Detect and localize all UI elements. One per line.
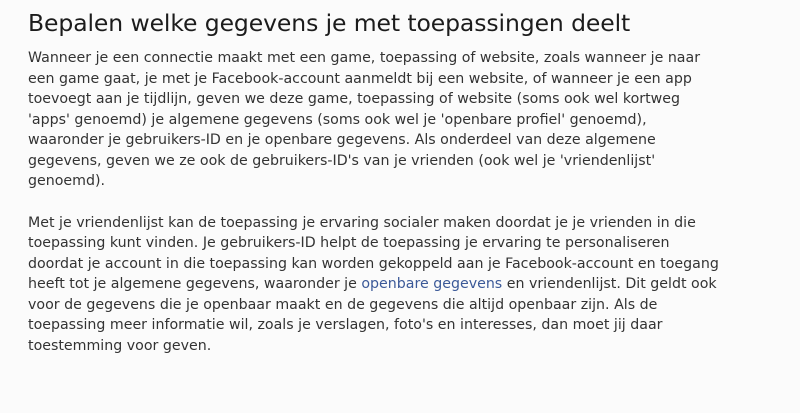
paragraph-line: voor de gegevens die je openbaar maakt en de gegevens die altijd openbaar zijn. Als de xyxy=(28,296,658,313)
paragraph-line: 'apps' genoemd) je algemene gegevens (soms ook wel je 'openbare profiel' genoemd), xyxy=(28,111,647,128)
document-page xyxy=(28,8,788,356)
line-text-after-link: en vriendenlijst. Dit geldt ook xyxy=(502,276,717,292)
paragraph-line: gegevens, geven we ze ook de gebruikers-ID's van je vrienden (ook wel je 'vriendenlijst' xyxy=(28,152,656,169)
paragraph-line: Wanneer je een connectie maakt met een game, toepassing of website, zoals wanneer je naar xyxy=(28,50,701,66)
paragraph-line-with-link xyxy=(28,274,788,295)
line-text-before-link: heeft tot je algemene gegevens, waaronder je xyxy=(28,276,362,292)
public-data-link[interactable]: openbare gegevens xyxy=(361,276,503,292)
paragraph-line: een game gaat, je met je Facebook-account aanmeldt bij een website, of wanneer je een app xyxy=(28,70,692,87)
paragraph-line: Met je vriendenlijst kan de toepassing je ervaring socialer maken doordat je je vrienden in die xyxy=(28,214,696,231)
page-title: Bepalen welke gegevens je met toepassingen deelt xyxy=(28,9,631,37)
paragraph-line: genoemd). xyxy=(28,173,106,189)
paragraph-line: toevoegt aan je tijdlijn, geven we deze game, toepassing of website (soms ook wel kortweg xyxy=(28,91,680,107)
paragraph-line: toepassing meer informatie wil, zoals je verslagen, foto's en interesses, dan moet jij daar xyxy=(28,317,663,333)
paragraph-line: waaronder je gebruikers-ID en je openbare gegevens. Als onderdeel van deze algemene xyxy=(28,132,656,148)
paragraph-friend-list-info xyxy=(28,213,788,357)
paragraph-line: doordat je account in die toepassing kan worden gekoppeld aan je Facebook-account en toegang xyxy=(28,255,719,272)
paragraph-line: toestemming voor geven. xyxy=(28,337,212,354)
paragraph-line: toepassing kunt vinden. Je gebruikers-ID helpt de toepassing je ervaring te personaliseren xyxy=(28,235,670,251)
paragraph-connection-info xyxy=(28,48,788,192)
